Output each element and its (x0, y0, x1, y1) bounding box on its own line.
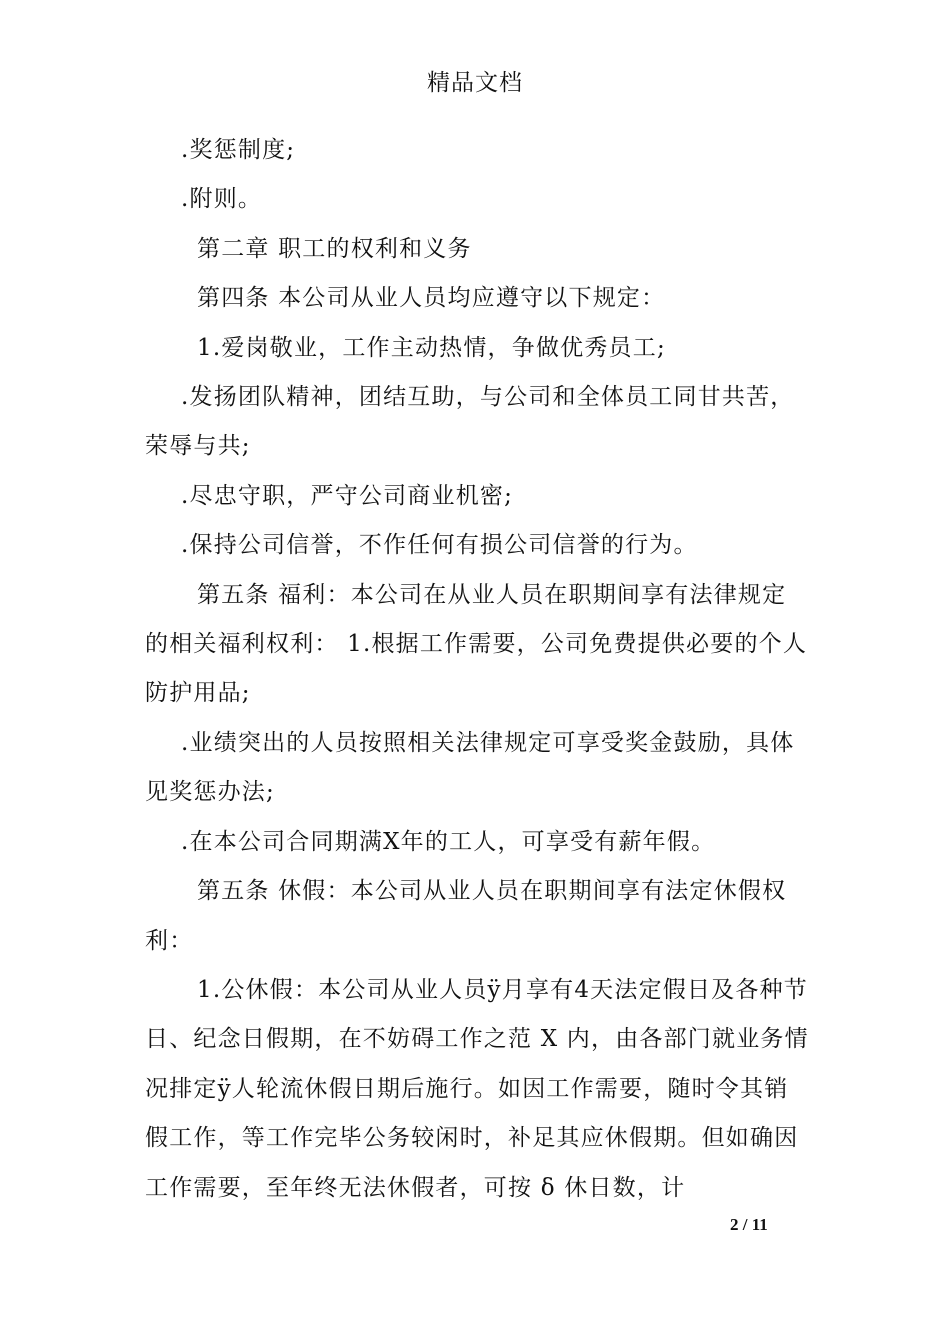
list-item: .业绩突出的人员按照相关法律规定可享受奖金鼓励，具体见奖惩办法; (145, 729, 795, 806)
list-item: .保持公司信誉，不作任何有损公司信誉的行为。 (181, 532, 698, 559)
chapter-heading: 第二章 职工的权利和义务 (197, 235, 472, 262)
article-4: 第四条 本公司从业人员均应遵守以下规定： (197, 285, 666, 312)
list-item: .尽忠守职，严守公司商业机密; (181, 482, 514, 509)
list-item: 1.爱岗敬业，工作主动热情，争做优秀员工; (197, 334, 666, 361)
list-item: .发扬团队精神，团结互助，与公司和全体员工同甘共苦，荣辱与共; (145, 384, 795, 460)
paragraph-appendix: .附则。 (181, 186, 263, 213)
article-5-leave: 第五条 休假：本公司从业人员在职期间享有法定休假权利： (145, 878, 787, 954)
paragraph-reward-penalty: .奖惩制度; (181, 137, 296, 163)
page-header-title: 精品文档 (427, 70, 523, 96)
list-item: .在本公司合同期满X年的工人，可享受有薪年假。 (181, 828, 716, 855)
document-body (145, 126, 810, 1213)
page-number: 2 / 11 (730, 1215, 768, 1234)
list-item: 1.公休假：本公司从业人员ÿ月享有4天法定假日及各种节日、纪念日假期，在不妨碍工作之范 X 内，由各部门就业务情况排定ÿ人轮流休假日期后施行。如因工作需要，随时令其销假工作，等工作完毕公务较闲时，补足其应休假期。但如确因工作需要，至年终无法休假者，可按 δ 休日数，计 (145, 976, 809, 1201)
article-5-welfare: 第五条 福利：本公司在从业人员在职期间享有法律规定的相关福利权利： 1.根据工作需要，公司免费提供必要的个人防护用品; (145, 581, 808, 707)
